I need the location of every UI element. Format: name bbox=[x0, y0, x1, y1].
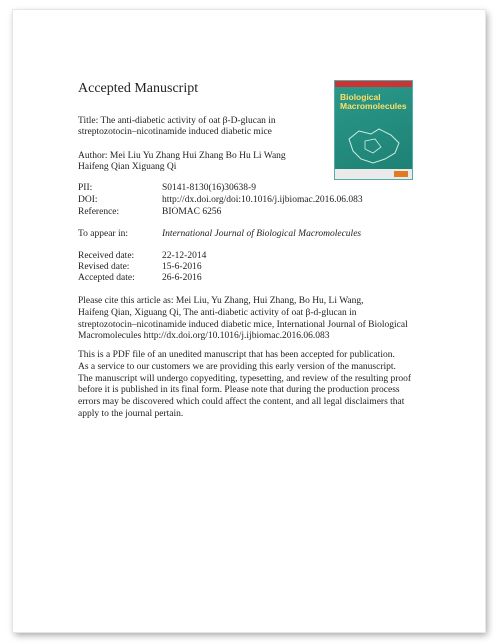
citation-line-2: Haifeng Qian, Xiguang Qi, The anti-diabetic activity of oat β-d-glucan in bbox=[78, 307, 357, 318]
authors-line-1: Author: Mei Liu Yu Zhang Hui Zhang Bo Hu Li Wang bbox=[78, 151, 286, 161]
pii-value: S0141-8130(16)30638-9 bbox=[162, 183, 256, 193]
cover-top-band bbox=[335, 81, 412, 87]
page-heading: Accepted Manuscript bbox=[78, 81, 199, 96]
reference-value: BIOMAC 6256 bbox=[162, 207, 222, 217]
notice-line-5: errors may be discovered which could affect the content, and all legal disclaimers that bbox=[78, 397, 405, 408]
notice-line-3: The manuscript will undergo copyediting, typesetting, and review of the resulting proof bbox=[78, 373, 412, 384]
doi-link[interactable]: http://dx.doi.org/doi:10.1016/j.ijbiomac.2016.06.083 bbox=[162, 195, 363, 205]
revised-date-label: Revised date: bbox=[78, 262, 130, 272]
authors-line-2: Haifeng Qian Xiguang Qi bbox=[78, 162, 177, 172]
publisher-logo-icon bbox=[394, 171, 408, 177]
notice-paragraph bbox=[78, 350, 416, 421]
journal-cover-image bbox=[334, 80, 413, 180]
cover-journal-line-1: Biological bbox=[340, 92, 381, 102]
accepted-date-label: Accepted date: bbox=[78, 273, 135, 283]
revised-date-value: 15-6-2016 bbox=[162, 262, 202, 272]
cover-map-illustration bbox=[345, 125, 403, 167]
cover-journal-title bbox=[340, 93, 410, 111]
cover-journal-line-2: Macromolecules bbox=[340, 101, 407, 111]
notice-line-4: before it is published in its final form. Please note that during the production process bbox=[78, 385, 400, 396]
article-title-line-1: Title: The anti-diabetic activity of oat β-D-glucan in bbox=[78, 116, 276, 126]
citation-line-3: streptozotocin–nicotinamide induced diabetic mice, International Journal of Biological bbox=[78, 319, 408, 330]
received-date-value: 22-12-2014 bbox=[162, 251, 207, 261]
journal-name: International Journal of Biological Macromolecules bbox=[162, 229, 362, 239]
accepted-date-value: 26-6-2016 bbox=[162, 273, 202, 283]
received-date-label: Received date: bbox=[78, 251, 135, 261]
notice-line-1: This is a PDF file of an unedited manuscript that has been accepted for publication. bbox=[78, 350, 395, 360]
doi-label: DOI: bbox=[78, 195, 98, 205]
notice-line-2: As a service to our customers we are providing this early version of the manuscript. bbox=[78, 361, 396, 372]
reference-label: Reference: bbox=[78, 207, 120, 217]
citation-paragraph bbox=[78, 296, 416, 343]
pii-label: PII: bbox=[78, 183, 93, 193]
article-title-line-2: streptozotocin–nicotinamide induced diabetic mice bbox=[78, 127, 272, 137]
citation-line-4: Macromolecules http://dx.doi.org/10.1016/j.ijbiomac.2016.06.083 bbox=[78, 331, 330, 342]
notice-line-6: apply to the journal pertain. bbox=[78, 408, 184, 419]
citation-line-1: Please cite this article as: Mei Liu, Yu Zhang, Hui Zhang, Bo Hu, Li Wang, bbox=[78, 296, 364, 306]
to-appear-label: To appear in: bbox=[78, 229, 128, 239]
